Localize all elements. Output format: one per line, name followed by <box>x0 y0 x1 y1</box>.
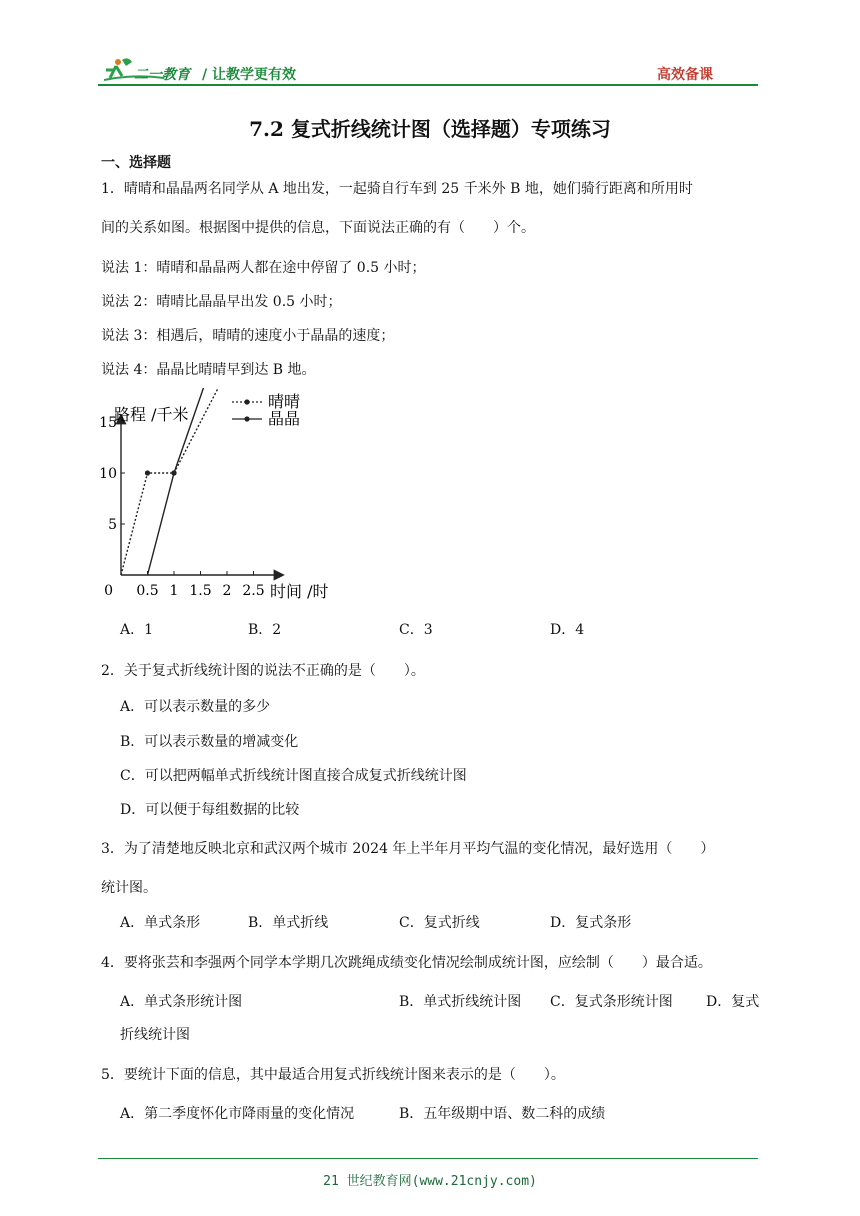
y-tick-label: 15 <box>99 415 117 431</box>
data-point <box>171 470 176 475</box>
q1-option-d[interactable]: D．4 <box>550 622 585 638</box>
x-tick-label: 2.5 <box>242 583 265 599</box>
y-tick-label: 5 <box>108 517 117 533</box>
header-right-label: 高效备课 <box>657 67 713 83</box>
q2-option-b[interactable]: B．可以表示数量的增减变化 <box>120 734 299 750</box>
q4-option-b[interactable]: B．单式折线统计图 <box>399 994 522 1010</box>
q1-option-b[interactable]: B．2 <box>248 622 282 638</box>
slogan: / 让教学更有效 <box>202 67 296 83</box>
q2-option-c[interactable]: C．可以把两幅单式折线统计图直接合成复式折线统计图 <box>120 768 467 784</box>
section-heading: 一、选择题 <box>101 155 171 171</box>
q2-line1: 2．关于复式折线统计图的说法不正确的是（ ）。 <box>101 663 425 679</box>
q1-line1: 1．晴晴和晶晶两名同学从 A 地出发，一起骑自行车到 25 千米外 B 地，她们骑行距离和所用时 <box>101 181 693 197</box>
y-axis-label: 路程 /千米 <box>114 405 189 424</box>
data-point <box>145 470 150 475</box>
y-tick-label: 10 <box>99 466 117 482</box>
x-tick-label: 1.5 <box>189 583 212 599</box>
q5-line1: 5．要统计下面的信息，其中最适合用复式折线统计图来表示的是（ ）。 <box>101 1067 565 1083</box>
site-name: 二一教育 <box>134 67 190 83</box>
q1-option-c[interactable]: C．3 <box>399 622 433 638</box>
footer-divider <box>98 1158 758 1159</box>
legend-label: 晴晴 <box>268 392 301 411</box>
x-axis-label: 时间 /时 <box>270 582 329 601</box>
q4-option-d-continued[interactable]: 折线统计图 <box>120 1027 190 1043</box>
q1-statement-1: 说法 1：晴晴和晶晶两人都在途中停留了 0.5 小时； <box>101 260 426 276</box>
q2-option-d[interactable]: D．可以便于每组数据的比较 <box>120 802 300 818</box>
q5-option-a[interactable]: A．第二季度怀化市降雨量的变化情况 <box>120 1106 355 1122</box>
q3-line1: 3．为了清楚地反映北京和武汉两个城市 2024 年上半年月平均气温的变化情况，最好选用（ ） <box>101 841 715 857</box>
q1-statement-2: 说法 2：晴晴比晶晶早出发 0.5 小时； <box>101 294 342 310</box>
q1-line2: 间的关系如图。根据图中提供的信息，下面说法正确的有（ ）个。 <box>101 220 535 236</box>
q3-option-c[interactable]: C．复式折线 <box>399 915 480 931</box>
distance-time-chart <box>90 388 350 608</box>
q1-statement-4: 说法 4：晶晶比晴晴早到达 B 地。 <box>101 362 316 378</box>
q4-line1: 4．要将张芸和李强两个同学本学期几次跳绳成绩变化情况绘制成统计图，应绘制（ ）最合适。 <box>101 955 712 971</box>
q1-option-a[interactable]: A．1 <box>120 622 154 638</box>
q5-option-b[interactable]: B．五年级期中语、数二科的成绩 <box>399 1106 606 1122</box>
legend-marker <box>244 416 249 421</box>
q3-option-b[interactable]: B．单式折线 <box>248 915 329 931</box>
q2-option-a[interactable]: A．可以表示数量的多少 <box>120 699 271 715</box>
q1-statement-3: 说法 3：相遇后，晴晴的速度小于晶晶的速度； <box>101 328 395 344</box>
header-divider <box>98 84 758 86</box>
q3-line2: 统计图。 <box>101 880 157 896</box>
q4-option-c[interactable]: C．复式条形统计图 <box>550 994 673 1010</box>
x-tick-label: 1 <box>169 583 179 599</box>
q4-option-a[interactable]: A．单式条形统计图 <box>120 994 243 1010</box>
x-tick-label: 2 <box>222 583 232 599</box>
footer-text: 21 世纪教育网(www.21cnjy.com) <box>323 1174 537 1189</box>
page-title: 7.2 复式折线统计图（选择题）专项练习 <box>249 117 611 141</box>
x-tick-label: 0.5 <box>136 583 159 599</box>
q3-option-a[interactable]: A．单式条形 <box>120 915 201 931</box>
q4-option-d[interactable]: D．复式 <box>706 994 760 1010</box>
origin-label: 0 <box>104 583 113 599</box>
legend-label: 晶晶 <box>268 409 301 428</box>
legend-marker <box>244 399 249 404</box>
q3-option-d[interactable]: D．复式条形 <box>550 915 632 931</box>
